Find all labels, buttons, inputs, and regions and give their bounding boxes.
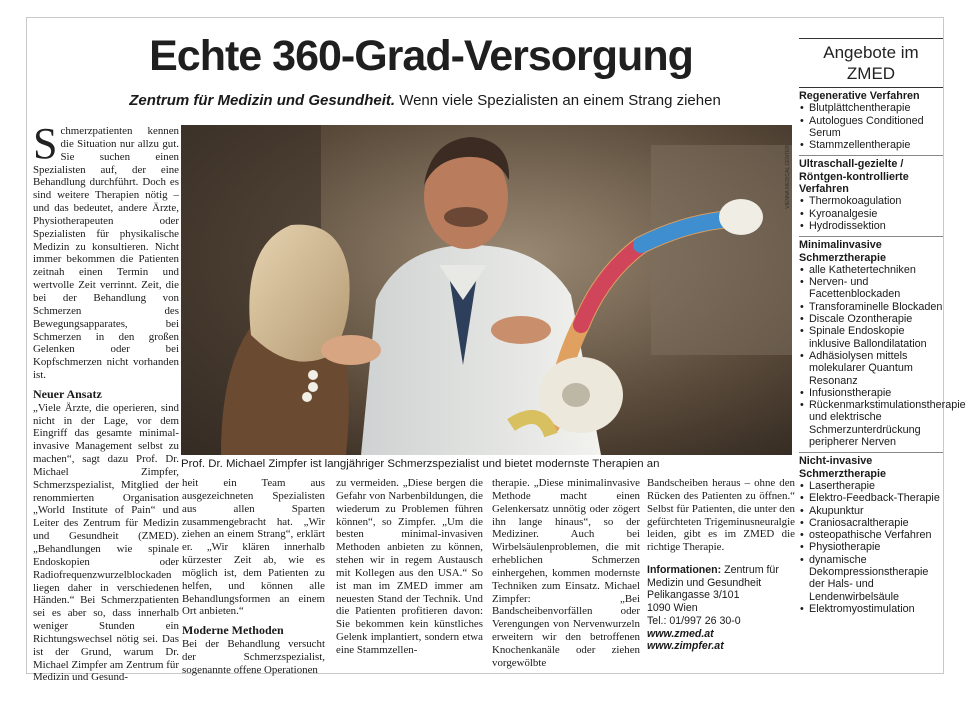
contact-street: Pelikangasse 3/101 (647, 589, 740, 602)
sidebar-list-item: • Craniosacraltherapie (799, 517, 943, 529)
newspaper-page (26, 17, 966, 684)
sidebar-section (799, 237, 966, 453)
column-5-paragraph: Bandscheiben heraus – ohne den Rücken des Patienten zu öffnen.“ Selbst für Patienten, die unter den gefürchteten Trigeminusneuralgie leiden, gibt es im ZMED die richtige Therapie. (647, 477, 795, 554)
contact-city: 1090 Wien (647, 602, 698, 615)
sidebar-list-item: • Kyroanalgesie (799, 208, 943, 220)
column-4-paragraph: therapie. „Diese minimalinvasive Methode macht einen Gelenkersatz unnötig oder zögert ihn lange hinaus“, so der Mediziner. Auch bei Wirbelsäulenproblemen, die mit erheblichen Schmerzen einhergehen, kommen modernste Techniken zum Einsatz. Michael Zimpfer: „Bei Bandscheibenvorfällen oder Verengungen von Nervenwurzeln erweitern wir den betroffenen Knochenkanäle oder ziehen vorgewölbte (492, 477, 640, 669)
contact-web-zimpfer[interactable]: www.zimpfer.at (647, 640, 724, 653)
intro-text: chmerzpatienten kennen die Situation nur allzu gut. Sie suchen einen Spezialisten auf, der eine Behandlung durchführt. Doch es sind weitere Therapien nötig – und das bedeutet, andere Ärzte, Physiotherapeuten oder Spezialisten für physikalische Medizin zu konsultieren. Nicht immer bekommen die Patienten zeitnah einen Termin und wertvolle Zeit verrinnt. Zeit, die bei der Behandlung von Schmerzen des Bewegungsapparates, bei Schmerzen in den großen Gelenken oder bei Kopfschmerzen nicht vorhanden ist. (33, 125, 179, 382)
photo-illustration (181, 125, 792, 455)
sidebar-section (799, 156, 943, 237)
sidebar-section (799, 453, 943, 619)
sidebar-list-item: • Nerven- und Facettenblockaden (799, 276, 943, 301)
sidebar-section-list (799, 480, 943, 615)
sidebar-section-heading: Ultraschall-gezielte / Röntgen-kontrollierte Verfahren (799, 158, 909, 196)
sidebar-list-item: • dynamische Dekompressionstherapie der Hals- und Lendenwirbelsäule (799, 554, 943, 603)
sidebar-section-heading: Nicht-invasive Schmerztherapie (799, 455, 887, 480)
section-heading-moderne-methoden: Moderne Methoden (182, 623, 284, 638)
sidebar-list-item: • Elektro-Feedback-Therapie (799, 492, 943, 504)
sidebar-section (799, 88, 943, 156)
intro-paragraph (33, 119, 179, 382)
sidebar-list-item: • Akupunktur (799, 505, 943, 517)
subheadline (105, 92, 745, 109)
team-paragraph: heit ein Team aus ausgezeichneten Spezialisten aus allen Sparten zusammengebracht hat. „Wir ziehen an einem Strang“, erklärt er. „Wir klären innerhalb kürzester Zeit ab, wie es möglich ist, dem Patienten zu helfen, und können alle Behandlungsformen an einem Ort anbieten.“ (182, 477, 325, 618)
sidebar-list-item: • Hydrodissektion (799, 220, 943, 232)
photo-credit: VIENNA MEDICAL CENTER (785, 145, 791, 209)
subheadline-rest: Wenn viele Spezialisten an einem Strang ziehen (395, 92, 721, 109)
article-column-5 (647, 477, 795, 653)
sidebar-list-item: • Transforaminelle Blockaden (799, 301, 943, 313)
sidebar-sections (799, 88, 966, 619)
sidebar-section-list (799, 263, 966, 449)
sidebar-list-item: • Spinale Endoskopie inklusive Ballondilatation (799, 325, 943, 350)
moderne-paragraph: Bei der Behandlung versucht der Schmerzspezialist, sogenannte offene Operationen (182, 638, 325, 676)
article-column-3 (336, 477, 483, 657)
sidebar-title: Angebote im ZMED (823, 43, 919, 83)
sidebar-list-item: • Adhäsiolysen mittels molekularer Quantum Resonanz (799, 350, 943, 387)
article-column-1 (33, 119, 179, 684)
sidebar-list-item: • osteopathische Verfahren (799, 529, 943, 541)
offers-sidebar (799, 38, 966, 619)
contact-phone: Tel.: 01/997 26 30-0 (647, 614, 741, 627)
sidebar-list-item: • Lasertherapie (799, 480, 943, 492)
sidebar-list-item: • alle Kathetertechniken (799, 264, 943, 276)
section-heading-neuer-ansatz: Neuer Ansatz (33, 386, 102, 401)
sidebar-list-item: • Thermokoagulation (799, 195, 943, 207)
sidebar-section-heading: Regenerative Verfahren (799, 90, 920, 102)
sidebar-list-item: • Physiotherapie (799, 541, 943, 553)
sidebar-list-item: • Stammzellentherapie (799, 139, 943, 151)
column-3-paragraph: zu vermeiden. „Diese bergen die Gefahr von Narbenbildungen, die wiederum zu Problemen führen können“, so Zimpfer. „Um die besten minimal-invasiven Methoden anbieten zu können, stehen wir in regem Austausch mit Kollegen aus den USA.“ So ist man im ZMED immer am neuesten Stand der Technik. Und die Patienten profitieren davon: Sie bekommen kein künstliches Gelenk implantiert, sondern etwa eine Stammzellen- (336, 477, 483, 656)
contact-label: Informationen: (647, 564, 722, 577)
sidebar-section-heading: Minimalinvasive Schmerztherapie (799, 239, 887, 264)
sidebar-list-item: • Infusionstherapie (799, 387, 943, 399)
ansatz-paragraph: „Viele Ärzte, die operieren, sind nicht in der Lage, vor dem Eingriff das gesamte minimal-invasive Management selbst zu machen“, sagt dazu Prof. Dr. Michael Zimpfer, Schmerzspezialist, Mitglied der renommierten Organisation „World Institute of Pain“ und Leiter des Zentrum für Medizin und Gesundheit (ZMED). „Behandlungen wie spinale Endoskopien oder Radiofrequenzwurzelblockaden liegen daher in verschiedenen Händen.“ Bei Schmerzpatienten sei es aber so, dass innerhalb weniger Stunden ein Richtungswechsel nötig sei. Das ist der Grund, warum Dr. Michael Zimpfer am Zentrum für Medizin und Gesund- (33, 401, 179, 684)
headline: Echte 360-Grad-Versorgung (149, 32, 693, 80)
contact-info (647, 564, 795, 653)
article-photo (181, 125, 792, 455)
sidebar-list-item: • Rückenmarkstimulationstherapie und elektrische Schmerzunterdrückung peripherer Nerven (799, 399, 943, 448)
article-column-4 (492, 477, 640, 670)
contact-heading (647, 564, 795, 589)
sidebar-list-item: • Blutplättchentherapie (799, 102, 943, 114)
sidebar-list-item: • Autologues Conditioned Serum (799, 115, 943, 140)
drop-cap: S (33, 119, 58, 168)
subheadline-bold: Zentrum für Medizin und Gesundheit. (129, 92, 396, 109)
article-column-2 (182, 477, 325, 677)
sidebar-list-item: • Discale Ozontherapie (799, 313, 943, 325)
contact-org: Zentrum für Medizin und Gesundheit (647, 564, 779, 589)
sidebar-list-item: • Elektromyostimulation (799, 603, 943, 615)
sidebar-section-list (799, 102, 943, 151)
contact-web-zmed[interactable]: www.zmed.at (647, 627, 714, 640)
sidebar-section-list (799, 195, 943, 232)
photo-caption: Prof. Dr. Michael Zimpfer ist langjähriger Schmerzspezialist und bietet modernste Therapien an (181, 458, 660, 470)
